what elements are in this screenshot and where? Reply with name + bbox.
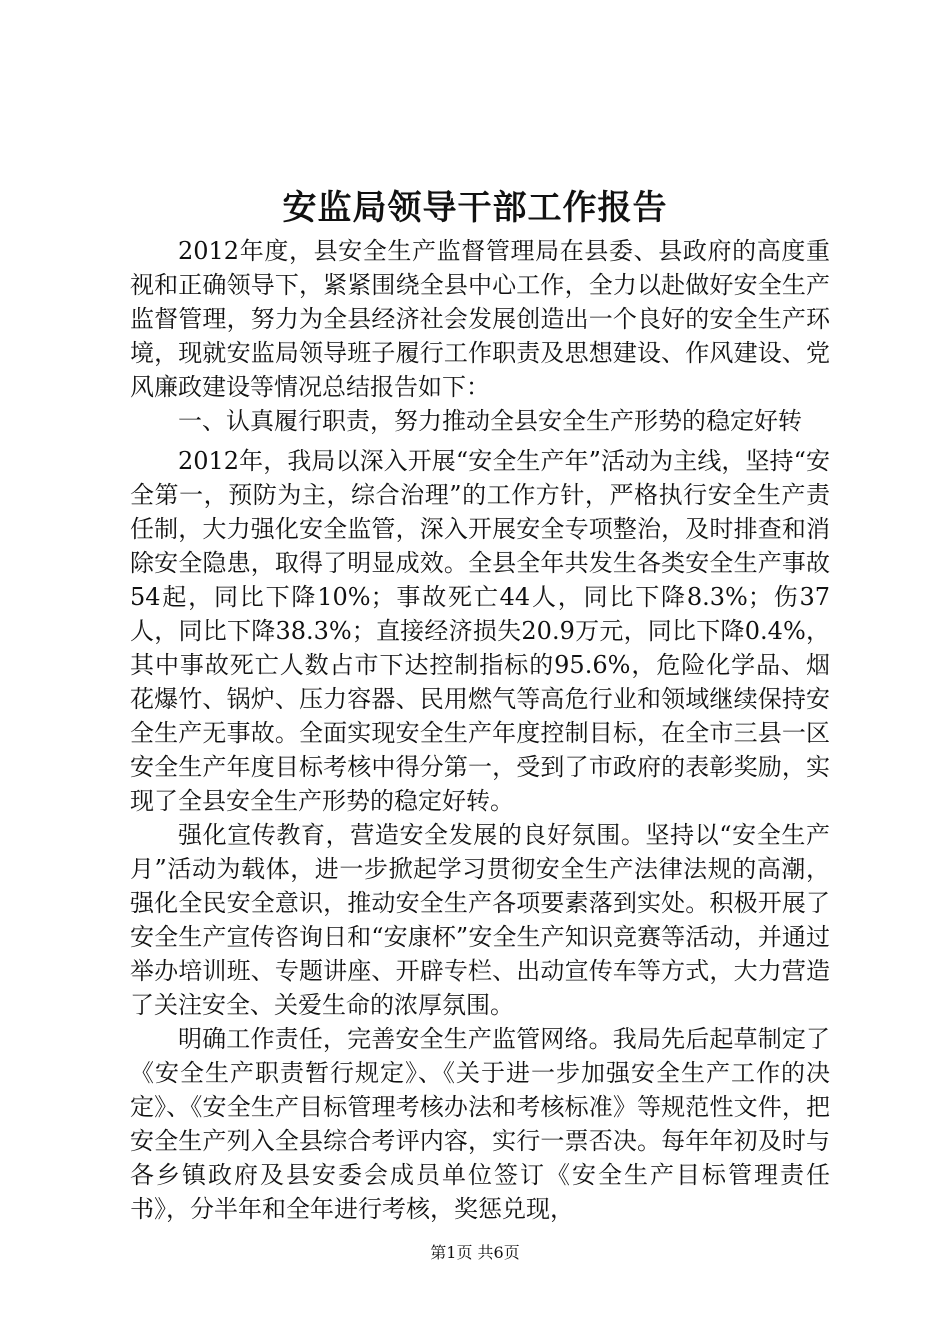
document-body [130, 234, 830, 1226]
paragraph-responsibility: 明确工作责任，完善安全生产监管网络。我局先后起草制定了《安全生产职责暂行规定》、《关于进一步加强安全生产工作的决定》、《安全生产目标管理考核办法和考核标准》等规范性文件，把安全生产列入全县综合考评内容，实行一票否决。每年年初及时与各乡镇政府及县安委会成员单位签订《安全生产目标管理责任书》，分半年和全年进行考核，奖惩兑现， [130, 1025, 830, 1223]
paragraph-publicity: 强化宣传教育，营造安全发展的良好氛围。坚持以“安全生产月”活动为载体，进一步掀起学习贯彻安全生产法律法规的高潮，强化全民安全意识，推动安全生产各项要素落到实处。积极开展了安全生产宣传咨询日和“安康杯”安全生产知识竞赛等活动，并通过举办培训班、专题讲座、开辟专栏、出动宣传车等方式，大力营造了关注安全、关爱生命的浓厚氛围。 [130, 821, 830, 1019]
paragraph-intro: 2012年度，县安全生产监督管理局在县委、县政府的高度重视和正确领导下，紧紧围绕全县中心工作，全力以赴做好安全生产监督管理，努力为全县经济社会发展创造出一个良好的安全生产环境，现就安监局领导班子履行工作职责及思想建设、作风建设、党风廉政建设等情况总结报告如下： [130, 237, 830, 401]
document-title: 安监局领导干部工作报告 [282, 188, 668, 228]
section-heading-1: 一、认真履行职责，努力推动全县安全生产形势的稳定好转 [178, 407, 802, 435]
paragraph-results: 2012年，我局以深入开展“安全生产年”活动为主线，坚持“安全第一，预防为主，综合治理”的工作方针，严格执行安全生产责任制，大力强化安全监管，深入开展安全专项整治，及时排查和消除安全隐患，取得了明显成效。全县全年共发生各类安全生产事故54起，同比下降10%；事故死亡44人，同比下降8.3%；伤37人，同比下降38.3%；直接经济损失20.9万元，同比下降0.4%，其中事故死亡人数占市下达控制指标的95.6%，危险化学品、烟花爆竹、锅炉、压力容器、民用燃气等高危行业和领域继续保持安全生产无事故。全面实现安全生产年度控制目标，在全市三县一区安全生产年度目标考核中得分第一，受到了市政府的表彰奖励，实现了全县安全生产形势的稳定好转。 [130, 447, 830, 815]
page-number: 第1页 共6页 [430, 1243, 520, 1262]
